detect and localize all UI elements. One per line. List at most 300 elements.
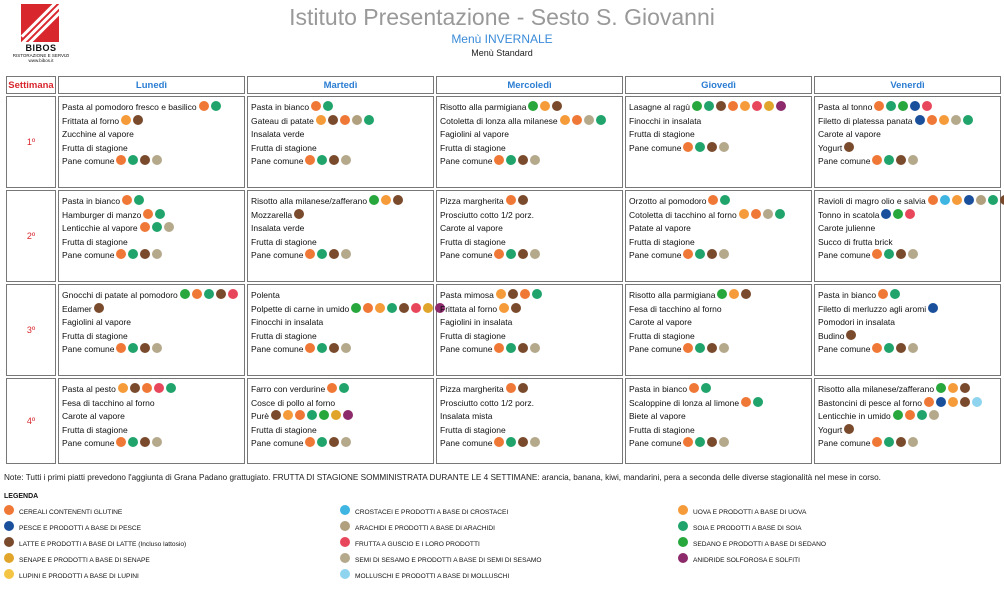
senape-allergen-icon bbox=[764, 101, 774, 111]
glutine-allergen-icon bbox=[311, 101, 321, 111]
latte-allergen-icon bbox=[329, 437, 339, 447]
dish-name: Pane comune bbox=[251, 250, 304, 261]
uova-allergen-icon bbox=[939, 115, 949, 125]
glutine-allergen-icon bbox=[494, 437, 504, 447]
latte-allergen-icon bbox=[707, 343, 717, 353]
sesamo-allergen-icon bbox=[584, 115, 594, 125]
soia-allergen-icon bbox=[506, 437, 516, 447]
menu-dish bbox=[440, 222, 619, 236]
glutine-allergen-icon bbox=[363, 303, 373, 313]
dish-name: Succo di frutta brick bbox=[818, 236, 893, 247]
header-day: Martedì bbox=[247, 76, 434, 94]
latte-allergen-icon bbox=[294, 209, 304, 219]
sesamo-allergen-icon bbox=[530, 343, 540, 353]
glutine-allergen-icon bbox=[327, 383, 337, 393]
soia-allergen-icon bbox=[364, 115, 374, 125]
menu-dish bbox=[629, 142, 808, 156]
dish-name: Filetto di platessa panata bbox=[818, 115, 913, 126]
dish-name: Prosciutto cotto 1/2 porz. bbox=[440, 397, 535, 408]
day-menu-cell bbox=[58, 96, 245, 188]
dish-name: Frutta di stagione bbox=[440, 236, 506, 247]
pesce-allergen-icon bbox=[4, 521, 14, 531]
glutine-allergen-icon bbox=[305, 437, 315, 447]
latte-allergen-icon bbox=[94, 303, 104, 313]
uova-allergen-icon bbox=[948, 397, 958, 407]
dish-name: Pomodori in insalata bbox=[818, 317, 896, 328]
pesce-allergen-icon bbox=[964, 195, 974, 205]
lupini-allergen-icon bbox=[4, 569, 14, 579]
latte-allergen-icon bbox=[140, 155, 150, 165]
header-day: Giovedì bbox=[625, 76, 812, 94]
uova-allergen-icon bbox=[496, 289, 506, 299]
day-menu-cell bbox=[814, 190, 1001, 282]
menu-dish bbox=[251, 249, 430, 263]
sesamo-allergen-icon bbox=[530, 155, 540, 165]
dish-name: Carote al vapore bbox=[440, 223, 503, 234]
day-menu-cell bbox=[247, 190, 434, 282]
menu-dish bbox=[440, 424, 619, 438]
dish-name: Frittata al forno bbox=[62, 115, 120, 126]
menu-dish bbox=[62, 115, 241, 129]
glutine-allergen-icon bbox=[683, 343, 693, 353]
sedano-allergen-icon bbox=[369, 195, 379, 205]
menu-dish bbox=[62, 397, 241, 411]
sesamo-allergen-icon bbox=[530, 437, 540, 447]
dish-name: Frutta di stagione bbox=[62, 424, 128, 435]
menu-dish bbox=[251, 383, 430, 397]
soia-allergen-icon bbox=[339, 383, 349, 393]
dish-name: Pane comune bbox=[629, 344, 682, 355]
dish-name: Pane comune bbox=[251, 344, 304, 355]
sesamo-allergen-icon bbox=[530, 249, 540, 259]
dish-name: Yogurt bbox=[818, 142, 843, 153]
uova-allergen-icon bbox=[375, 303, 385, 313]
dish-name: Pasta al tonno bbox=[818, 102, 873, 112]
legend-title: LEGENDA bbox=[4, 493, 39, 500]
menu-dish bbox=[440, 195, 619, 209]
soia-allergen-icon bbox=[506, 249, 516, 259]
uova-allergen-icon bbox=[729, 289, 739, 299]
menu-dish bbox=[62, 424, 241, 438]
latte-allergen-icon bbox=[140, 249, 150, 259]
soia-allergen-icon bbox=[704, 101, 714, 111]
glutine-allergen-icon bbox=[874, 101, 884, 111]
menu-dish bbox=[251, 289, 430, 303]
dish-name: Pane comune bbox=[629, 438, 682, 449]
anidride-allergen-icon bbox=[678, 553, 688, 563]
uova-allergen-icon bbox=[948, 383, 958, 393]
menu-dish bbox=[62, 195, 241, 209]
glutine-allergen-icon bbox=[572, 115, 582, 125]
sedano-allergen-icon bbox=[678, 537, 688, 547]
menu-dish bbox=[440, 316, 619, 330]
menu-dish bbox=[818, 249, 997, 263]
legend-label: SEDANO E PRODOTTI A BASE DI SEDANO bbox=[693, 541, 827, 548]
menu-dish bbox=[629, 330, 808, 344]
soia-allergen-icon bbox=[506, 343, 516, 353]
soia-allergen-icon bbox=[134, 195, 144, 205]
latte-allergen-icon bbox=[518, 155, 528, 165]
menu-dish bbox=[818, 142, 997, 156]
arachidi-allergen-icon bbox=[352, 115, 362, 125]
latte-allergen-icon bbox=[960, 397, 970, 407]
anidride-allergen-icon bbox=[343, 410, 353, 420]
glutine-allergen-icon bbox=[494, 343, 504, 353]
glutine-allergen-icon bbox=[928, 195, 938, 205]
latte-allergen-icon bbox=[896, 249, 906, 259]
senape-allergen-icon bbox=[4, 553, 14, 563]
legend-label: LUPINI E PRODOTTI A BASE DI LUPINI bbox=[19, 573, 139, 580]
latte-allergen-icon bbox=[960, 383, 970, 393]
latte-allergen-icon bbox=[518, 195, 528, 205]
dish-name: Frutta di stagione bbox=[629, 424, 695, 435]
menu-dish bbox=[62, 209, 241, 223]
soia-allergen-icon bbox=[884, 343, 894, 353]
glutine-allergen-icon bbox=[741, 397, 751, 407]
legend-label: MOLLUSCHI E PRODOTTI A BASE DI MOLLUSCHI bbox=[355, 573, 510, 580]
menu-dish bbox=[251, 397, 430, 411]
glutine-allergen-icon bbox=[305, 343, 315, 353]
dish-name: Pane comune bbox=[440, 156, 493, 167]
uova-allergen-icon bbox=[283, 410, 293, 420]
week-label: 2º bbox=[6, 190, 56, 282]
soia-allergen-icon bbox=[506, 155, 516, 165]
dish-name: Pane comune bbox=[818, 250, 871, 261]
legend-label: UOVA E PRODOTTI A BASE DI UOVA bbox=[693, 509, 807, 516]
uova-allergen-icon bbox=[560, 115, 570, 125]
day-menu-cell bbox=[436, 96, 623, 188]
senape-allergen-icon bbox=[423, 303, 433, 313]
latte-allergen-icon bbox=[707, 249, 717, 259]
glutine-allergen-icon bbox=[295, 410, 305, 420]
soia-allergen-icon bbox=[890, 289, 900, 299]
soia-allergen-icon bbox=[678, 521, 688, 531]
glutine-allergen-icon bbox=[340, 115, 350, 125]
soia-allergen-icon bbox=[532, 289, 542, 299]
day-menu-cell bbox=[58, 284, 245, 376]
day-menu-cell bbox=[436, 284, 623, 376]
glutine-allergen-icon bbox=[116, 437, 126, 447]
menu-dish bbox=[251, 209, 430, 223]
glutine-allergen-icon bbox=[872, 437, 882, 447]
soia-allergen-icon bbox=[884, 249, 894, 259]
dish-name: Pane comune bbox=[62, 250, 115, 261]
menu-dish bbox=[440, 383, 619, 397]
dish-name: Cotoletta di tacchino al forno bbox=[629, 209, 737, 220]
menu-dish bbox=[629, 397, 808, 411]
latte-allergen-icon bbox=[140, 343, 150, 353]
soia-allergen-icon bbox=[775, 209, 785, 219]
dish-name: Pane comune bbox=[818, 344, 871, 355]
menu-dish bbox=[440, 343, 619, 357]
uova-allergen-icon bbox=[952, 195, 962, 205]
soia-allergen-icon bbox=[155, 209, 165, 219]
menu-dish bbox=[251, 330, 430, 344]
legend-label: ANIDRIDE SOLFOROSA E SOLFITI bbox=[693, 557, 800, 564]
frutta-allergen-icon bbox=[411, 303, 421, 313]
menu-dish bbox=[62, 236, 241, 250]
legend-item bbox=[4, 521, 141, 532]
latte-allergen-icon bbox=[518, 249, 528, 259]
latte-allergen-icon bbox=[4, 537, 14, 547]
menu-dish bbox=[818, 424, 997, 438]
menu-dish bbox=[818, 209, 997, 223]
menu-dish bbox=[629, 289, 808, 303]
glutine-allergen-icon bbox=[872, 155, 882, 165]
soia-allergen-icon bbox=[211, 101, 221, 111]
dish-name: Pasta in bianco bbox=[62, 196, 121, 206]
glutine-allergen-icon bbox=[506, 195, 516, 205]
menu-dish bbox=[818, 397, 997, 411]
soia-allergen-icon bbox=[695, 437, 705, 447]
dish-name: Pane comune bbox=[251, 438, 304, 449]
dish-name: Risotto alla milanese/zafferano bbox=[251, 196, 368, 206]
legend-label: LATTE E PRODOTTI A BASE DI LATTE (Incluso lattosio) bbox=[19, 541, 187, 548]
sesamo-allergen-icon bbox=[341, 437, 351, 447]
glutine-allergen-icon bbox=[683, 249, 693, 259]
soia-allergen-icon bbox=[128, 343, 138, 353]
latte-allergen-icon bbox=[552, 101, 562, 111]
dish-name: Carote al vapore bbox=[629, 317, 692, 328]
menu-dish bbox=[251, 222, 430, 236]
dish-name: Biete al vapore bbox=[629, 411, 686, 422]
soia-allergen-icon bbox=[307, 410, 317, 420]
frutta-allergen-icon bbox=[228, 289, 238, 299]
dish-name: Lenticchie al vapore bbox=[62, 223, 138, 234]
menu-dish bbox=[440, 209, 619, 223]
menu-dish bbox=[629, 222, 808, 236]
menu-dish bbox=[818, 383, 997, 397]
dish-name: Risotto alla milanese/zafferano bbox=[818, 384, 935, 394]
dish-name: Budino bbox=[818, 330, 845, 341]
soia-allergen-icon bbox=[596, 115, 606, 125]
dish-name: Pane comune bbox=[818, 438, 871, 449]
menu-dish bbox=[62, 303, 241, 317]
menu-dish bbox=[62, 383, 241, 397]
soia-allergen-icon bbox=[753, 397, 763, 407]
dish-name: Risotto alla parmigiana bbox=[440, 102, 527, 112]
sesamo-allergen-icon bbox=[341, 249, 351, 259]
sesamo-allergen-icon bbox=[152, 437, 162, 447]
day-menu-cell bbox=[625, 190, 812, 282]
dish-name: Frutta di stagione bbox=[629, 330, 695, 341]
dish-name: Pane comune bbox=[62, 438, 115, 449]
menu-dish bbox=[629, 128, 808, 142]
latte-allergen-icon bbox=[1000, 195, 1004, 205]
menu-dish bbox=[440, 249, 619, 263]
menu-dish bbox=[62, 155, 241, 169]
soia-allergen-icon bbox=[128, 249, 138, 259]
legend-item bbox=[340, 505, 508, 516]
soia-allergen-icon bbox=[886, 101, 896, 111]
menu-dish bbox=[440, 128, 619, 142]
menu-dish bbox=[251, 437, 430, 451]
menu-dish bbox=[629, 195, 808, 209]
dish-name: Pasta al pomodoro fresco e basilico bbox=[62, 102, 197, 112]
dish-name: Gnocchi di patate al pomodoro bbox=[62, 290, 178, 300]
menu-dish bbox=[251, 236, 430, 250]
dish-name: Frutta di stagione bbox=[62, 236, 128, 247]
dish-name: Frutta di stagione bbox=[629, 129, 695, 140]
dish-name: Mozzarella bbox=[251, 209, 293, 220]
day-menu-cell bbox=[814, 96, 1001, 188]
uova-allergen-icon bbox=[316, 115, 326, 125]
menu-dish bbox=[251, 128, 430, 142]
soia-allergen-icon bbox=[317, 155, 327, 165]
sedano-allergen-icon bbox=[893, 209, 903, 219]
arachidi-allergen-icon bbox=[976, 195, 986, 205]
dish-name: Pasta in bianco bbox=[629, 384, 688, 394]
week-row bbox=[6, 190, 1001, 282]
dish-name: Fagiolini al vapore bbox=[440, 129, 509, 140]
header-day: Mercoledì bbox=[436, 76, 623, 94]
latte-allergen-icon bbox=[216, 289, 226, 299]
dish-name: Patate al vapore bbox=[629, 223, 691, 234]
dish-name: Fesa di tacchino al forno bbox=[62, 397, 155, 408]
glutine-allergen-icon bbox=[143, 209, 153, 219]
soia-allergen-icon bbox=[695, 343, 705, 353]
latte-allergen-icon bbox=[329, 343, 339, 353]
menu-dish bbox=[62, 330, 241, 344]
dish-name: Frutta di stagione bbox=[251, 142, 317, 153]
glutine-allergen-icon bbox=[199, 101, 209, 111]
dish-name: Carote al vapore bbox=[818, 129, 881, 140]
latte-allergen-icon bbox=[896, 437, 906, 447]
dish-name: Polpette di carne in umido bbox=[251, 303, 350, 314]
dish-name: Farro con verdurine bbox=[251, 384, 326, 394]
glutine-allergen-icon bbox=[927, 115, 937, 125]
sesamo-allergen-icon bbox=[763, 209, 773, 219]
glutine-allergen-icon bbox=[872, 343, 882, 353]
sesamo-allergen-icon bbox=[719, 142, 729, 152]
day-menu-cell bbox=[247, 284, 434, 376]
dish-name: Carote julienne bbox=[818, 223, 876, 234]
soia-allergen-icon bbox=[695, 142, 705, 152]
legend-item bbox=[678, 553, 800, 564]
sedano-allergen-icon bbox=[692, 101, 702, 111]
glutine-allergen-icon bbox=[192, 289, 202, 299]
menu-dish bbox=[251, 316, 430, 330]
dish-name: Risotto alla parmigiana bbox=[629, 290, 716, 300]
menu-dish bbox=[62, 128, 241, 142]
sesamo-allergen-icon bbox=[341, 155, 351, 165]
menu-dish bbox=[818, 437, 997, 451]
glutine-allergen-icon bbox=[872, 249, 882, 259]
week-label: 1º bbox=[6, 96, 56, 188]
latte-allergen-icon bbox=[844, 424, 854, 434]
header-day: Lunedì bbox=[58, 76, 245, 94]
menu-dish bbox=[440, 410, 619, 424]
sedano-allergen-icon bbox=[180, 289, 190, 299]
dish-name: Pizza margherita bbox=[440, 196, 504, 206]
pesce-allergen-icon bbox=[910, 101, 920, 111]
menu-dish bbox=[440, 155, 619, 169]
menu-dish bbox=[440, 303, 619, 317]
glutine-allergen-icon bbox=[878, 289, 888, 299]
week-label: 3º bbox=[6, 284, 56, 376]
sesamo-allergen-icon bbox=[341, 343, 351, 353]
soia-allergen-icon bbox=[917, 410, 927, 420]
glutine-allergen-icon bbox=[494, 249, 504, 259]
day-menu-cell bbox=[247, 378, 434, 464]
dish-name: Pizza margherita bbox=[440, 384, 504, 394]
menu-dish bbox=[818, 128, 997, 142]
dish-name: Pane comune bbox=[818, 156, 871, 167]
sedano-allergen-icon bbox=[319, 410, 329, 420]
menu-dish bbox=[440, 236, 619, 250]
soia-allergen-icon bbox=[988, 195, 998, 205]
dish-name: Hamburger di manzo bbox=[62, 209, 142, 220]
latte-allergen-icon bbox=[716, 101, 726, 111]
legend-item bbox=[4, 537, 186, 548]
latte-allergen-icon bbox=[518, 383, 528, 393]
soia-allergen-icon bbox=[720, 195, 730, 205]
menu-dish bbox=[251, 155, 430, 169]
day-menu-cell bbox=[625, 96, 812, 188]
dish-name: Pane comune bbox=[251, 156, 304, 167]
menu-dish bbox=[62, 249, 241, 263]
dish-name: Finocchi in insalata bbox=[251, 317, 324, 328]
menu-type: Menù Standard bbox=[471, 48, 533, 58]
latte-allergen-icon bbox=[518, 343, 528, 353]
soia-allergen-icon bbox=[128, 437, 138, 447]
sedano-allergen-icon bbox=[717, 289, 727, 299]
menu-dish bbox=[818, 115, 997, 129]
legend-label: PESCE E PRODOTTI A BASE DI PESCE bbox=[19, 525, 142, 532]
dish-name: Frutta di stagione bbox=[629, 236, 695, 247]
menu-dish bbox=[818, 330, 997, 344]
pesce-allergen-icon bbox=[915, 115, 925, 125]
logo-subtitle: RISTORAZIONE E SERVIZI bbox=[12, 53, 70, 58]
dish-name: Pasta in bianco bbox=[251, 102, 310, 112]
menu-dish bbox=[629, 303, 808, 317]
dish-name: Fesa di tacchino al forno bbox=[629, 303, 722, 314]
dish-name: Pane comune bbox=[629, 250, 682, 261]
latte-allergen-icon bbox=[130, 383, 140, 393]
latte-allergen-icon bbox=[511, 303, 521, 313]
menu-dish bbox=[440, 101, 619, 115]
legend-item bbox=[4, 553, 150, 564]
dish-name: Lasagne al ragù bbox=[629, 102, 690, 112]
glutine-allergen-icon bbox=[683, 437, 693, 447]
menu-dish bbox=[251, 142, 430, 156]
dish-name: Scaloppine di lonza al limone bbox=[629, 397, 740, 408]
dish-name: Pane comune bbox=[62, 156, 115, 167]
pesce-allergen-icon bbox=[928, 303, 938, 313]
dish-name: Polenta bbox=[251, 290, 280, 300]
legend-label: ARACHIDI E PRODOTTI A BASE DI ARACHIDI bbox=[355, 525, 495, 532]
soia-allergen-icon bbox=[317, 343, 327, 353]
menu-dish bbox=[818, 343, 997, 357]
menu-dish bbox=[818, 222, 997, 236]
menu-dish bbox=[818, 303, 997, 317]
dish-name: Pane comune bbox=[629, 142, 682, 153]
menu-dish bbox=[818, 410, 997, 424]
menu-dish bbox=[62, 316, 241, 330]
sedano-allergen-icon bbox=[893, 410, 903, 420]
glutine-allergen-icon bbox=[506, 383, 516, 393]
menu-dish bbox=[440, 397, 619, 411]
latte-allergen-icon bbox=[518, 437, 528, 447]
logo-url: www.bibos.it bbox=[28, 58, 54, 63]
day-menu-cell bbox=[247, 96, 434, 188]
week-row bbox=[6, 284, 1001, 376]
soia-allergen-icon bbox=[884, 437, 894, 447]
day-menu-cell bbox=[625, 378, 812, 464]
molluschi-allergen-icon bbox=[972, 397, 982, 407]
dish-name: Cotoletta di lonza alla milanese bbox=[440, 115, 558, 126]
menu-dish bbox=[62, 101, 241, 115]
